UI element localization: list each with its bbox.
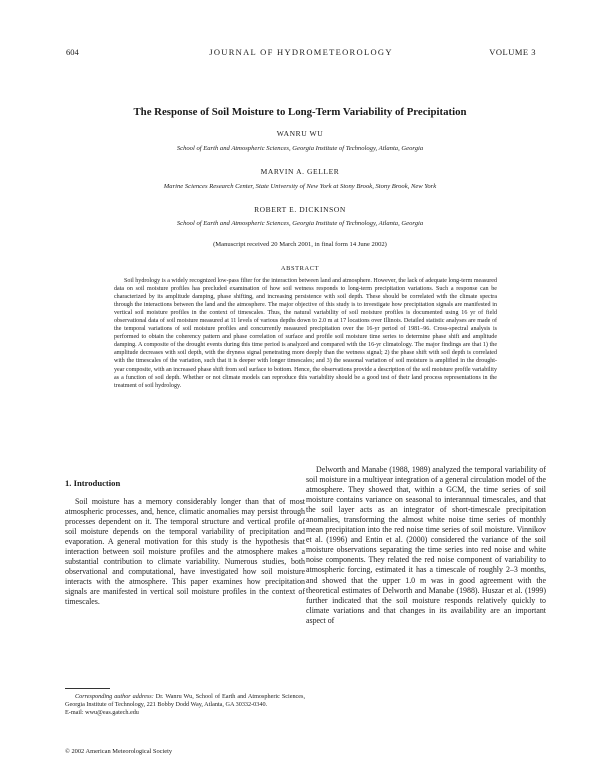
footnote-label: Corresponding author address: <box>75 693 154 700</box>
corresponding-author-footnote <box>65 693 305 717</box>
footnote-rule <box>65 688 110 689</box>
author-name: ROBERT E. DICKINSON <box>254 205 346 214</box>
right-column <box>306 465 546 626</box>
section-heading: 1. Introduction <box>65 478 121 488</box>
page-number: 604 <box>66 47 79 57</box>
volume-label: VOLUME 3 <box>489 47 536 57</box>
abstract-text: Soil hydrology is a widely recognized low-pass filter for the interaction between land and atmosphere. However, the lack of adequate long-term measured data on soil moisture profiles has precluded examination of how soil wetness responds to long-term precipitation variations. Such a response can be characterized by its amplitude damping, phase shifting, and increasing persistence with soil depth. These should be correlated with the climate spectra through the interactions between the land and the atmosphere. The major objective of this study is to investigate how precipitation signals are manifested in vertical soil moisture profiles in the context of timescales. Thus, the natural variability of soil moisture profiles is documented using 16 yr of field observational data of soil moisture measured at 11 levels of various depths down to 2.0 m at 17 locations over Illinois. Detailed statistic analyses are made of the temporal variations of soil moisture profiles and concurrently measured precipitation over the 16-yr period of 1981–96. Cross-spectral analysis is performed to obtain the coherency pattern and phase correlation of surface and profile soil moisture time series to determine phase shift and amplitude damping. A composite of the drought events during this time period is analyzed and compared with the 16-yr climatology. The major findings are that 1) the amplitude decreases with soil depth, with the dryness signal penetrating more deeply than the wetness signal; 2) the phase shift with soil depth is correlated with the timescales of the variation, such that it is deeper with longer timescales; and 3) the seasonal variation of soil moisture is amplified in the drought-year composite, with an increased phase shift from soil surface to bottom. Hence, the observations provide a description of the soil moisture profile variability as a function of soil depth. Whether or not climate models can reproduce this variability should be a good test of their land process representations in the treatment of soil hydrology. <box>114 278 497 389</box>
author-affiliation: School of Earth and Atmospheric Sciences, Georgia Institute of Technology, Atlanta, Georgia <box>176 220 424 227</box>
author-affiliation: Marine Sciences Research Center, State University of New York at Stony Brook, Stony Brook, New York <box>163 183 437 190</box>
author-name: WANRU WU <box>276 129 324 138</box>
author-affiliation: School of Earth and Atmospheric Sciences, Georgia Institute of Technology, Atlanta, Georgia <box>176 145 424 152</box>
intro-paragraph: Soil moisture has a memory considerably longer than that of most atmospheric processes, and, hence, climatic anomalies may persist through processes dependent on it. The temporal structure and vertical profile of soil moisture depends on the temporal variability of precipitation and evaporation. A general motivation for this study is the hypothesis that interaction between soil moisture profiles and the atmosphere makes a substantial contribution to climate variability. Numerous studies, both observational and computational, have investigated how soil moisture interacts with the atmosphere. This paper examines how precipitation signals are manifested in vertical soil moisture profiles in the context of timescales. <box>65 497 305 607</box>
running-header <box>66 47 536 59</box>
footnote-email: E-mail: wwu@eas.gatech.edu <box>65 709 139 717</box>
journal-name: JOURNAL OF HYDROMETEOROLOGY <box>209 47 393 57</box>
copyright-notice: © 2002 American Meteorological Society <box>65 748 173 755</box>
footnote-address: Dr. Wanru Wu, School of Earth and Atmospheric Sciences, Georgia Institute of Technology, 221 Bobby Dodd Way, Atlanta, GA 30332-0340. <box>65 693 306 709</box>
body-paragraph: Delworth and Manabe (1988, 1989) analyzed the temporal variability of soil moisture in a multiyear integration of a general circulation model of the atmosphere. They showed that, within a GCM, the time series of soil moisture contains variance on seasonal to interannual timescales, and that the soil layer acts as an integrator of short-timescale precipitation anomalies, transforming the almost white noise time series of monthly mean precipitation into the red noise time series of soil moisture. Vinnikov et al. (1996) and Entin et al. (2000) considered the variance of the soil moisture observations separating the time series into red noise and white noise components. They related the red noise component of variability to atmospheric forcing, estimated it has a timescale of roughly 2–3 months, and showed that the upper 1.0 m was in good agreement with the theoretical estimates of Delworth and Manabe (1988). Huszar et al. (1999) further indicated that the soil moisture responds relatively quickly to climate variations and that changes in its availability are an important aspect of <box>306 465 546 625</box>
abstract-heading: ABSTRACT <box>280 265 320 272</box>
left-column <box>65 478 305 608</box>
author-name: MARVIN A. GELLER <box>260 167 340 176</box>
manuscript-dates: (Manuscript received 20 March 2001, in final form 14 June 2002) <box>213 241 387 248</box>
paper-title: The Response of Soil Moisture to Long-Term Variability of Precipitation <box>133 106 467 118</box>
